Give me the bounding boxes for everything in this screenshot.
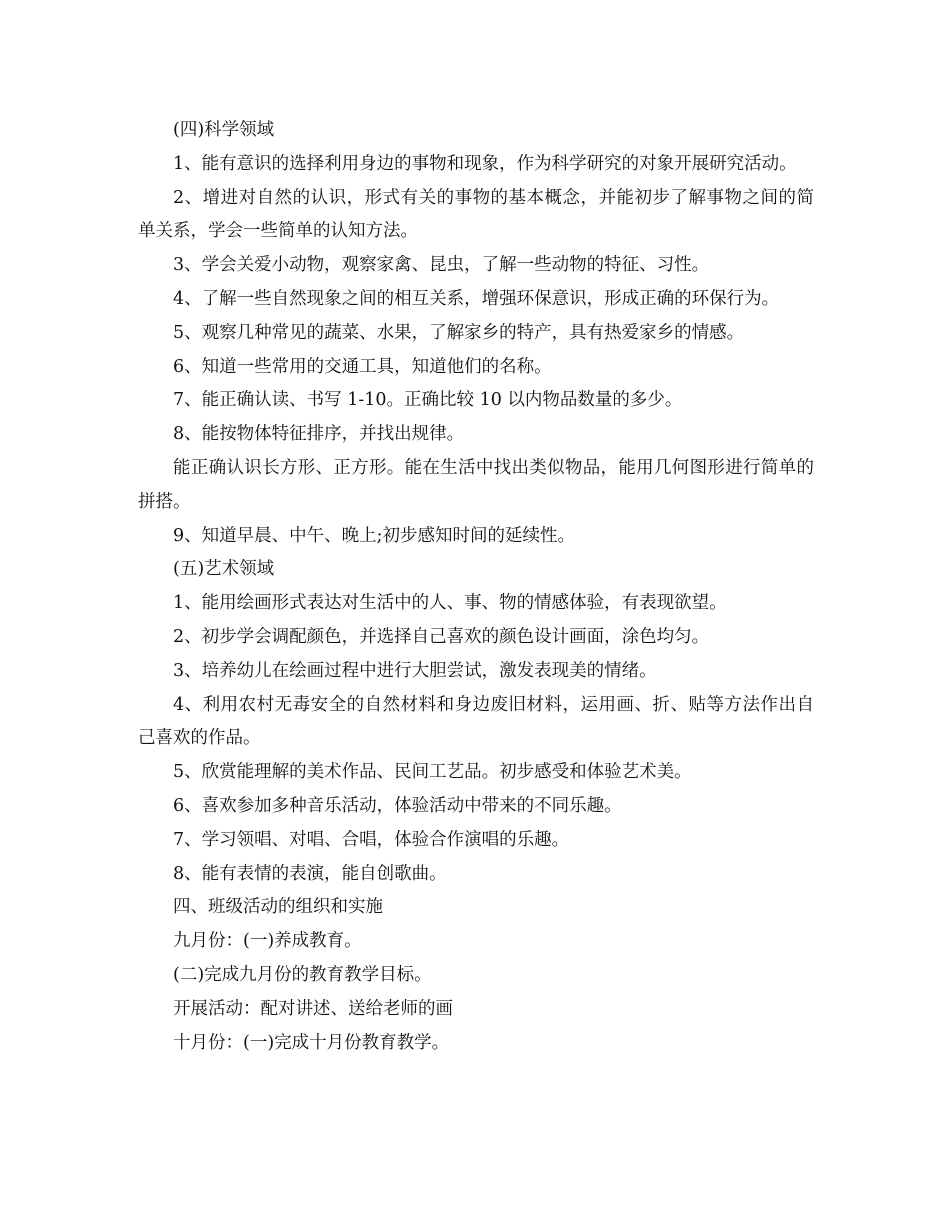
paragraph: 3、培养幼儿在绘画过程中进行大胆尝试，激发表现美的情绪。 — [173, 660, 657, 681]
paragraph: 4、利用农村无毒安全的自然材料和身边废旧材料，运用画、折、贴等方法作出自己喜欢的作品。 — [138, 694, 814, 749]
document-body — [138, 114, 814, 1060]
paragraph: 9、知道早晨、中午、晚上;初步感知时间的延续性。 — [173, 525, 576, 546]
paragraph: 十月份：(一)完成十月份教育教学。 — [173, 1032, 450, 1053]
paragraph: 8、能按物体特征排序，并找出规律。 — [173, 424, 465, 445]
paragraph: 2、初步学会调配颜色，并选择自己喜欢的颜色设计画面，涂色均匀。 — [173, 626, 710, 647]
paragraph: 7、能正确认读、书写 1-10。正确比较 10 以内物品数量的多少。 — [173, 390, 683, 411]
section-heading-science: (四)科学领域 — [173, 120, 275, 140]
paragraph: 4、了解一些自然现象之间的相互关系，增强环保意识，形成正确的环保行为。 — [173, 288, 780, 309]
paragraph: 能正确认识长方形、正方形。能在生活中找出类似物品，能用几何图形进行简单的拼搭。 — [138, 457, 814, 512]
paragraph: 2、增进对自然的认识，形式有关的事物的基本概念，并能初步了解事物之间的简单关系，学会一些简单的认知方法。 — [138, 187, 814, 242]
section-heading-activities: 四、班级活动的组织和实施 — [173, 897, 383, 918]
paragraph: 1、能有意识的选择利用身边的事物和现象，作为科学研究的对象开展研究活动。 — [173, 153, 797, 174]
paragraph: 1、能用绘画形式表达对生活中的人、事、物的情感体验，有表现欲望。 — [173, 593, 727, 614]
paragraph: (二)完成九月份的教育教学目标。 — [173, 964, 432, 985]
paragraph: 5、观察几种常见的蔬菜、水果，了解家乡的特产，具有热爱家乡的情感。 — [173, 322, 745, 343]
paragraph: 7、学习领唱、对唱、合唱，体验合作演唱的乐趣。 — [173, 829, 570, 850]
paragraph: 3、学会关爱小动物，观察家禽、昆虫，了解一些动物的特征、习性。 — [173, 255, 710, 276]
paragraph: 开展活动：配对讲述、送给老师的画 — [173, 998, 453, 1019]
paragraph: 6、喜欢参加多种音乐活动，体验活动中带来的不同乐趣。 — [173, 795, 622, 816]
paragraph: 6、知道一些常用的交通工具，知道他们的名称。 — [173, 356, 552, 377]
paragraph: 8、能有表情的表演，能自创歌曲。 — [173, 863, 447, 884]
paragraph: 九月份：(一)养成教育。 — [173, 931, 362, 952]
paragraph: 5、欣赏能理解的美术作品、民间工艺品。初步感受和体验艺术美。 — [173, 762, 692, 783]
section-heading-art: (五)艺术领域 — [173, 559, 275, 580]
